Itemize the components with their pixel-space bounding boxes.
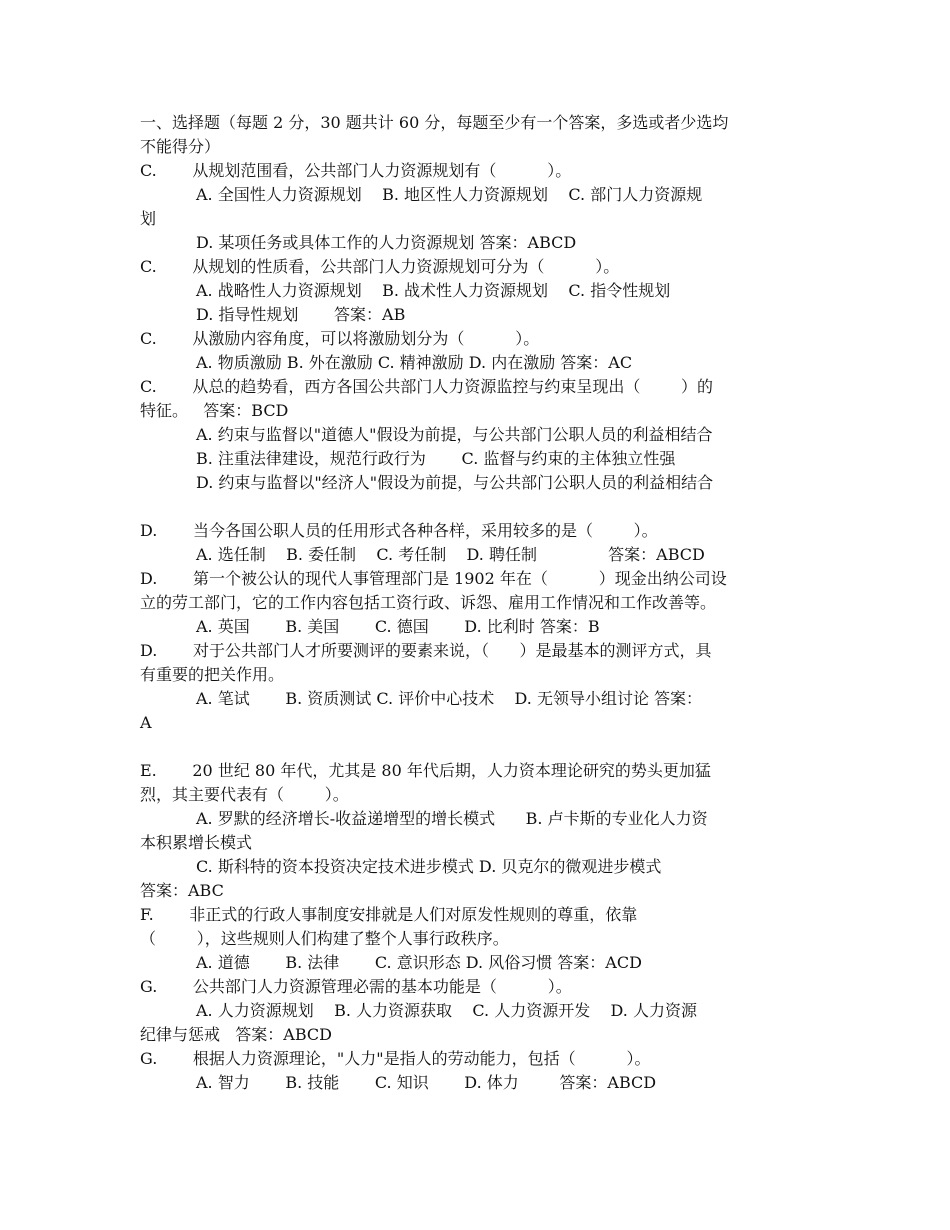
question-3: C. 从激励内容角度，可以将激励划分为（ ）。 (140, 329, 540, 348)
options-4-d: D. 约束与监督以"经济人"假设为前提，与公共部门公职人员的利益相结合 (196, 473, 714, 492)
options-10-answer: 纪律与惩戒 答案：ABCD (140, 1025, 332, 1044)
options-3-answer: A. 物质激励 B. 外在激励 C. 精神激励 D. 内在激励 答案：AC (196, 353, 633, 372)
options-8-cd: C. 斯科特的资本投资决定技术进步模式 D. 贝克尔的微观进步模式 (196, 857, 662, 876)
options-1-cont: 划 (140, 209, 157, 228)
options-5-answer: A. 选任制 B. 委任制 C. 考任制 D. 聘任制 答案：ABCD (196, 545, 705, 564)
question-9-cont: （ ），这些规则人们构建了整个人事行政秩序。 (140, 929, 509, 948)
question-10: G. 公共部门人力资源管理必需的基本功能是（ ）。 (140, 977, 572, 996)
question-1: C. 从规划范围看，公共部门人力资源规划有（ ）。 (140, 161, 572, 180)
question-6: D. 第一个被公认的现代人事管理部门是 1902 年在（ ）现金出纳公司设 (140, 569, 727, 588)
question-7-cont: 有重要的把关作用。 (140, 665, 285, 684)
options-2: A. 战略性人力资源规划 B. 战术性人力资源规划 C. 指令性规划 (196, 281, 671, 300)
question-11: G. 根据人力资源理论，"人力"是指人的劳动能力，包括（ ）。 (140, 1049, 651, 1068)
options-6-answer: A. 英国 B. 美国 C. 德国 D. 比利时 答案：B (196, 617, 600, 636)
options-7-answer-cont: A (140, 713, 152, 732)
options-4-bc: B. 注重法律建设，规范行政行为 C. 监督与约束的主体独立性强 (196, 449, 676, 468)
question-2: C. 从规划的性质看，公共部门人力资源规划可分为（ ）。 (140, 257, 620, 276)
options-1-answer: D. 某项任务或具体工作的人力资源规划 答案：ABCD (196, 233, 577, 252)
section-heading: 一、选择题（每题 2 分，30 题共计 60 分，每题至少有一个答案，多选或者少选均 (140, 113, 729, 132)
options-2-answer: D. 指导性规划 答案：AB (196, 305, 406, 324)
section-heading-cont: 不能得分） (140, 137, 221, 156)
options-10: A. 人力资源规划 B. 人力资源获取 C. 人力资源开发 D. 人力资源 (196, 1001, 697, 1020)
answer-8: 答案：ABC (140, 881, 224, 900)
question-7: D. 对于公共部门人才所要测评的要素来说，（ ）是最基本的测评方式，具 (140, 641, 712, 660)
question-8: E. 20 世纪 80 年代，尤其是 80 年代后期，人力资本理论研究的势头更加猛 (140, 761, 711, 780)
question-6-cont: 立的劳工部门，它的工作内容包括工资行政、诉怨、雇用工作情况和工作改善等。 (140, 593, 717, 612)
options-9-answer: A. 道德 B. 法律 C. 意识形态 D. 风俗习惯 答案：ACD (196, 953, 642, 972)
options-8-ab-cont: 本积累增长模式 (140, 833, 253, 852)
question-8-cont: 烈，其主要代表有（ ）。 (140, 785, 349, 804)
options-4-a: A. 约束与监督以"道德人"假设为前提，与公共部门公职人员的利益相结合 (196, 425, 713, 444)
options-7-answer: A. 笔试 B. 资质测试 C. 评价中心技术 D. 无领导小组讨论 答案： (196, 689, 703, 708)
options-8-ab: A. 罗默的经济增长-收益递增型的增长模式 B. 卢卡斯的专业化人力资 (196, 809, 708, 828)
question-4-cont: 特征。 答案：BCD (140, 401, 289, 420)
question-4: C. 从总的趋势看，西方各国公共部门人力资源监控与约束呈现出（ ）的 (140, 377, 714, 396)
question-9: F. 非正式的行政人事制度安排就是人们对原发性规则的尊重，依靠 (140, 905, 638, 924)
options-11-answer: A. 智力 B. 技能 C. 知识 D. 体力 答案：ABCD (196, 1073, 657, 1092)
options-1: A. 全国性人力资源规划 B. 地区性人力资源规划 C. 部门人力资源规 (196, 185, 703, 204)
question-5: D. 当今各国公职人员的任用形式各种各样，采用较多的是（ ）。 (140, 521, 658, 540)
